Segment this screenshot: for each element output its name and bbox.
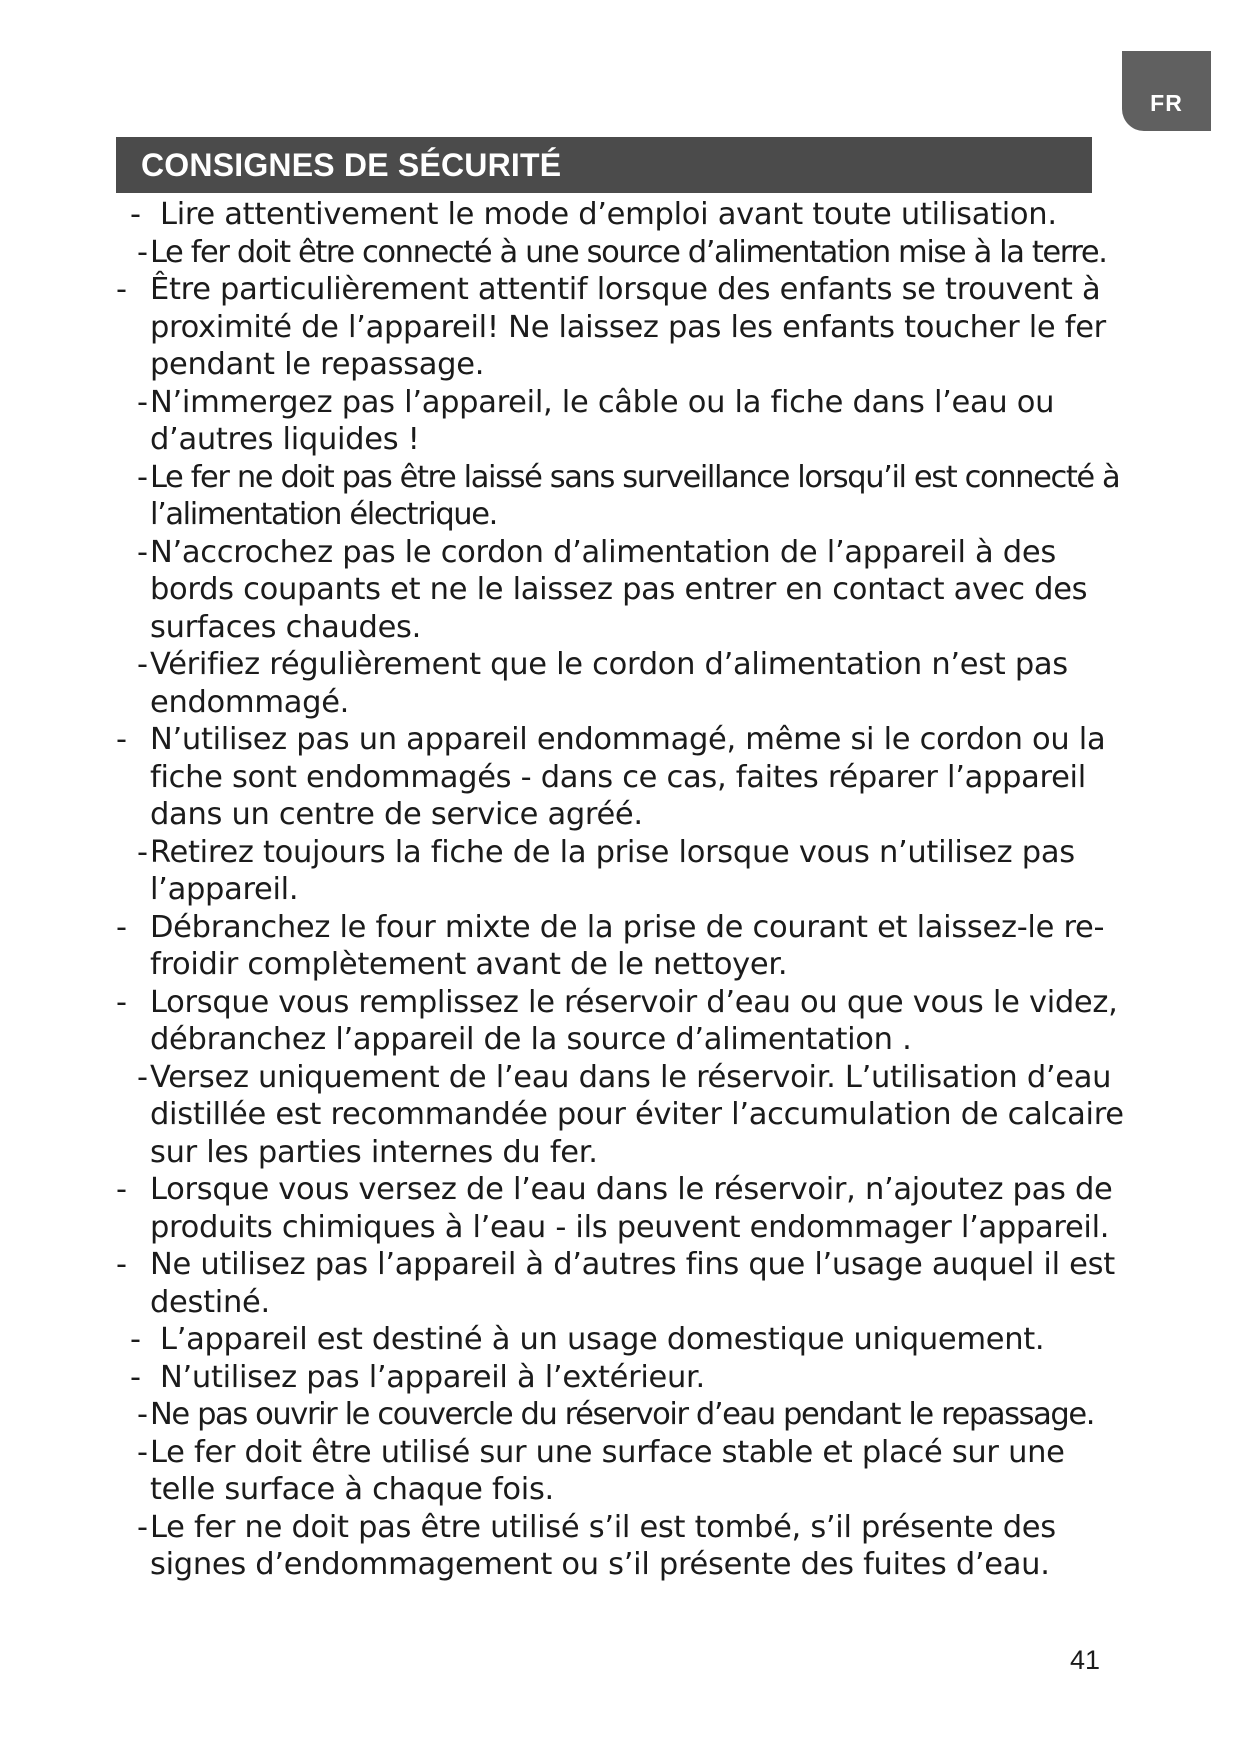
bullet-dash: - [137, 1397, 147, 1432]
list-item [137, 234, 1130, 272]
list-item [137, 834, 1130, 909]
bullet-dash: - [137, 234, 147, 270]
bullet-dash: - [116, 272, 127, 307]
list-item-text: N’immergez pas l’appareil, le câble ou la fiche dans l’eau ou d’autres liquides ! [150, 384, 1055, 457]
list-item-text: N’utilisez pas l’appareil à l’extérieur. [160, 1359, 705, 1395]
list-item-text: Être particulièrement attentif lorsque des enfants se trouvent à proximité de l’appareil! Ne laissez pas les enfants toucher le fer pendant le repassage. [150, 272, 1106, 382]
bullet-dash: - [116, 1172, 127, 1207]
list-item-text: Lire attentivement le mode d’emploi avant toute utilisation. [160, 197, 1057, 232]
list-item-text: Le fer doit être connecté à une source d’alimentation mise à la terre. [150, 234, 1107, 270]
list-item [130, 196, 1130, 234]
language-tab: FR [1122, 51, 1211, 131]
list-item [116, 721, 1130, 834]
list-item-text: Lorsque vous versez de l’eau dans le réservoir, n’ajoutez pas de produits chimiques à l’eau - ils peuvent endommager l’appareil. [150, 1172, 1113, 1245]
bullet-dash: - [137, 1059, 148, 1095]
bullet-dash: - [116, 722, 127, 757]
bullet-dash: - [116, 909, 127, 945]
list-item-text: Le fer ne doit pas être utilisé s’il est tombé, s’il présente des signes d’endommagement ou s’il présente des fuites d’eau. [150, 1509, 1056, 1582]
bullet-dash: - [137, 1434, 148, 1470]
list-item [130, 1321, 1130, 1359]
bullet-dash: - [137, 647, 148, 682]
bullet-dash: - [130, 1359, 141, 1395]
bullet-dash: - [130, 1322, 141, 1357]
list-item [137, 646, 1130, 721]
list-item-text: N’utilisez pas un appareil endommagé, même si le cordon ou la fiche sont endommagés - dans ce cas, faites réparer l’appareil dans un centre de service agréé. [150, 722, 1106, 832]
list-item-text: Le fer doit être utilisé sur une surface stable et placé sur une telle surface à chaque fois. [150, 1434, 1065, 1507]
list-item [137, 1059, 1130, 1172]
list-item [137, 384, 1130, 459]
list-item [137, 534, 1130, 647]
safety-instructions-list [0, 196, 1241, 1584]
bullet-dash: - [137, 534, 148, 570]
bullet-dash: - [137, 459, 147, 495]
list-item-text: Ne pas ouvrir le couvercle du réservoir d’eau pendant le repassage. [150, 1397, 1095, 1432]
list-item [130, 1359, 1130, 1397]
list-item-text: Ne utilisez pas l’appareil à d’autres fins que l’usage auquel il est destiné. [150, 1247, 1115, 1320]
list-item-text: N’accrochez pas le cordon d’alimentation de l’appareil à des bords coupants et ne le laissez pas entrer en contact avec des surfaces chaudes. [150, 534, 1088, 645]
list-item [116, 1171, 1130, 1246]
list-item-text: Le fer ne doit pas être laissé sans surveillance lorsqu’il est connecté à l’alimentation électrique. [150, 459, 1120, 532]
list-item [137, 1434, 1130, 1509]
list-item-text: Versez uniquement de l’eau dans le réservoir. L’utilisation d’eau distillée est recommandée pour éviter l’accumulation de calcaire sur les parties internes du fer. [150, 1059, 1124, 1170]
bullet-dash: - [116, 984, 127, 1020]
list-item-text: Retirez toujours la fiche de la prise lorsque vous n’utilisez pas l’appareil. [150, 834, 1075, 907]
list-item [137, 1396, 1130, 1434]
list-item-text: Débranchez le four mixte de la prise de courant et laissez-le re-froidir complètement avant de le nettoyer. [150, 909, 1105, 982]
list-item-text: L’appareil est destiné à un usage domestique uniquement. [160, 1322, 1045, 1357]
section-title: CONSIGNES DE SÉCURITÉ [116, 137, 1092, 193]
page-number: 41 [1070, 1645, 1101, 1675]
list-item [116, 271, 1130, 384]
list-item-text: Lorsque vous remplissez le réservoir d’eau ou que vous le videz, débranchez l’appareil de la source d’alimentation . [150, 984, 1118, 1057]
bullet-dash: - [137, 1509, 148, 1545]
list-item [116, 1246, 1130, 1321]
list-item [116, 909, 1130, 984]
list-item [137, 1509, 1130, 1584]
bullet-dash: - [116, 1247, 127, 1282]
bullet-dash: - [130, 197, 141, 232]
list-item [137, 459, 1130, 534]
list-item-text: Vérifiez régulièrement que le cordon d’alimentation n’est pas endommagé. [150, 647, 1068, 720]
bullet-dash: - [137, 384, 148, 420]
list-item [116, 984, 1130, 1059]
bullet-dash: - [137, 834, 148, 870]
